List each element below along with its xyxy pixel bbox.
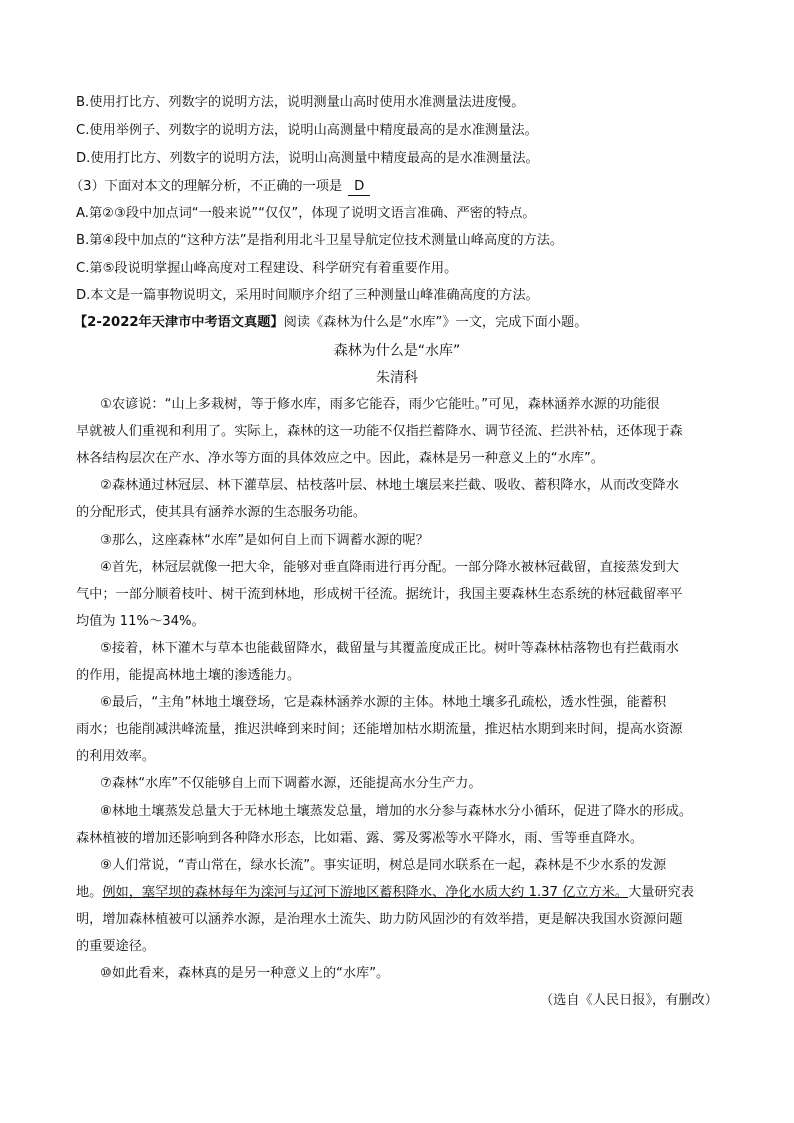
paragraph-9-text-tail: 大量研究表 xyxy=(628,885,694,900)
paragraph-1-line-1: ①农谚说：“山上多栽树，等于修水库，雨多它能吞，雨少它能吐。”可见，森林涵养水源的功能很 xyxy=(100,397,660,412)
section-header xyxy=(74,313,724,333)
paragraph-1-line-2: 早就被人们重视和利用了。实际上，森林的这一功能不仅指拦蓄降水、调节径流、拦洪补枯，还体现于森 xyxy=(76,424,683,439)
paragraph-7-line-1: ⑦森林“水库”不仅能够自上而下调蓄水源，还能提高水分生产力。 xyxy=(100,776,482,791)
q3-option-a: A.第②③段中加点词“一般来说”“仅仅”，体现了说明文语言准确、严密的特点。 xyxy=(76,206,536,221)
paragraph-4-line-3: 均值为 11%～34%。 xyxy=(76,614,205,629)
paragraph-9-line-1: ⑨人们常说，“青山常在，绿水长流”。事实证明，树总是同水联系在一起，森林是不少水系的发源 xyxy=(100,858,667,873)
paragraph-8-line-2: 森林植被的增加还影响到各种降水形态，比如霜、露、雾及雾凇等水平降水，雨、雪等垂直降水。 xyxy=(76,831,644,846)
question-3-stem: （3）下面对本文的理解分析，不正确的一项是 xyxy=(70,179,343,194)
option-b-prev: B.使用打比方、列数字的说明方法，说明测量山高时使用水准测量法进度慢。 xyxy=(76,95,525,110)
paragraph-9-line-4: 的重要途径。 xyxy=(76,939,156,954)
paragraph-9-text: 地。 xyxy=(76,885,103,900)
paragraph-5-line-2: 的作用，能提高林地土壤的渗透能力。 xyxy=(76,668,301,683)
paragraph-2-line-2: 的分配形式，使其具有涵养水源的生态服务功能。 xyxy=(76,505,367,520)
question-3 xyxy=(70,177,720,197)
option-c-prev: C.使用举例子、列数字的说明方法，说明山高测量中精度最高的是水准测量法。 xyxy=(76,123,538,138)
q3-option-b: B.第④段中加点的“这种方法”是指利用北斗卫星导航定位技术测量山峰高度的方法。 xyxy=(76,233,564,248)
article-source: （选自《人民日报》，有删改） xyxy=(539,993,718,1008)
question-3-answer: D xyxy=(348,179,370,196)
paragraph-4-line-1: ④首先，林冠层就像一把大伞，能够对垂直降雨进行再分配。一部分降水被林冠截留，直接蒸发到大 xyxy=(100,560,679,575)
paragraph-4-line-2: 气中；一部分顺着枝叶、树干流到林地，形成树干径流。据统计，我国主要森林生态系统的林冠截留率平 xyxy=(76,587,683,602)
paragraph-9-line-2 xyxy=(76,883,726,903)
section-tag: 【2-2022年天津市中考语文真题】 xyxy=(74,315,284,330)
article-title: 森林为什么是“水库” xyxy=(333,343,461,359)
paragraph-8-line-1: ⑧林地土壤蒸发总量大于无林地土壤蒸发总量，增加的水分参与森林水分小循环，促进了降水的形成。 xyxy=(100,804,693,819)
paragraph-5-line-1: ⑤接着，林下灌木与草本也能截留降水，截留量与其覆盖度成正比。树叶等森林枯落物也有拦截雨水 xyxy=(100,641,679,656)
paragraph-2-line-1: ②森林通过林冠层、林下灌草层、枯枝落叶层、林地土壤层来拦截、吸收、蓄积降水，从而改变降水 xyxy=(100,478,679,493)
article-author: 朱清科 xyxy=(376,370,418,386)
q3-option-c: C.第⑤段说明掌握山峰高度对工程建设、科学研究有着重要作用。 xyxy=(76,261,458,276)
paragraph-3-line-1: ③那么，这座森林“水库”是如何自上而下调蓄水源的呢？ xyxy=(100,533,429,548)
paragraph-1-line-3: 林各结构层次在产水、净水等方面的具体效应之中。因此，森林是另一种意义上的“水库”。 xyxy=(76,451,604,466)
paragraph-10-line-1: ⑩如此看来，森林真的是另一种意义上的“水库”。 xyxy=(100,966,390,981)
q3-option-d: D.本文是一篇事物说明文，采用时间顺序介绍了三种测量山峰准确高度的方法。 xyxy=(76,288,539,303)
underlined-sentence: 例如，塞罕坝的森林每年为滦河与辽河下游地区蓄积降水、净化水质大约 1.37 亿立方米。 xyxy=(102,885,629,900)
option-d-prev: D.使用打比方、列数字的说明方法，说明山高测量中精度最高的是水准测量法。 xyxy=(76,151,539,166)
paragraph-6-line-3: 的利用效率。 xyxy=(76,749,156,764)
paragraph-6-line-1: ⑥最后，“主角”林地土壤登场，它是森林涵养水源的主体。林地土壤多孔疏松，透水性强，能蓄积 xyxy=(100,695,667,710)
paragraph-9-line-3: 明，增加森林植被可以涵养水源，是治理水土流失、助力防风固沙的有效举措，更是解决我国水资源问题 xyxy=(76,912,683,927)
section-instruction: 阅读《森林为什么是“水库”》一文，完成下面小题。 xyxy=(283,315,588,330)
paragraph-6-line-2: 雨水；也能削减洪峰流量，推迟洪峰到来时间；还能增加枯水期流量，推迟枯水期到来时间，提高水资源 xyxy=(76,722,683,737)
